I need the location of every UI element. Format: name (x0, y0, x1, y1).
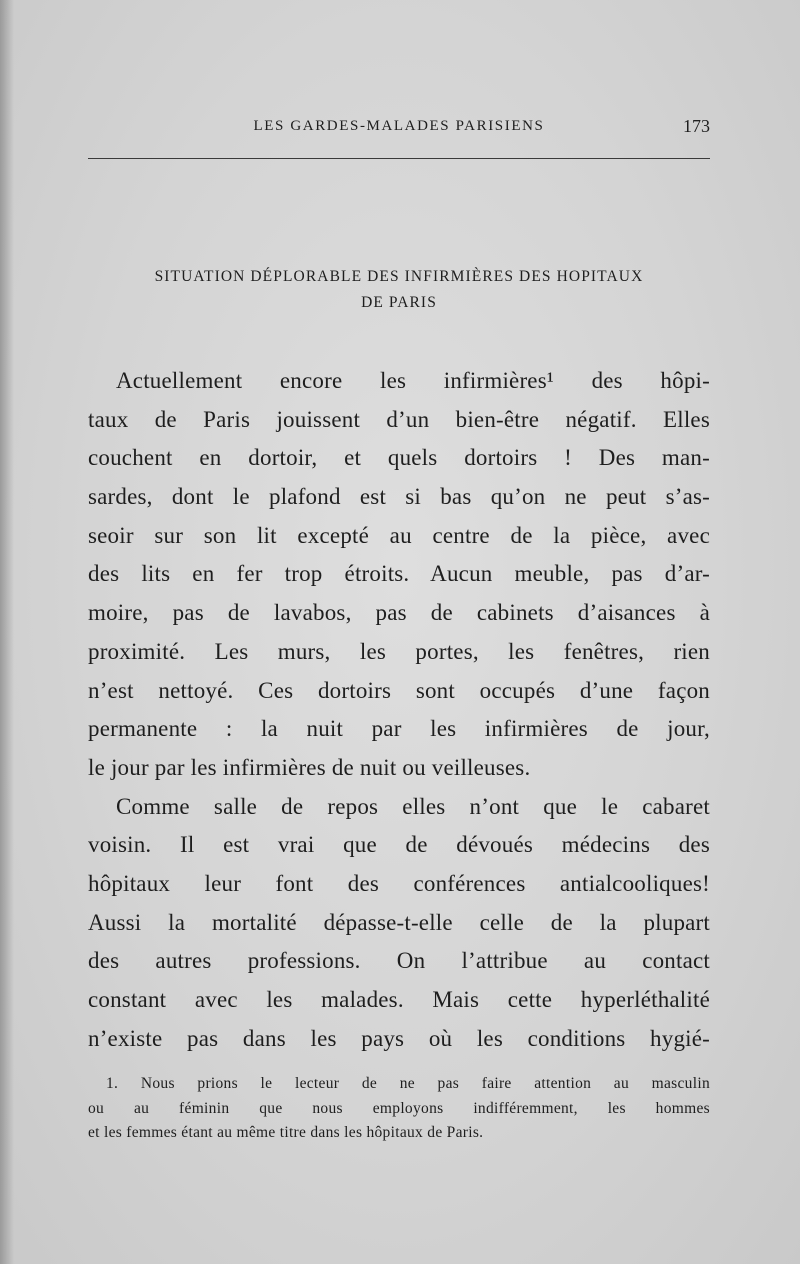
footnote-line: 1. Nous prions le lecteur de ne pas faire attention au masculin (106, 1075, 710, 1092)
paragraph-1-line: moire, pas de lavabos, pas de cabinets d’aisances à (88, 600, 710, 626)
paragraph-2-line: constant avec les malades. Mais cette hyperléthalité (88, 987, 710, 1012)
paragraph-1-line: Actuellement encore les infirmières¹ des hôpi- (116, 368, 710, 393)
paragraph-2-line: des autres professions. On l’attribue au contact (88, 948, 710, 974)
paragraph-1-line: des lits en fer trop étroits. Aucun meuble, pas d’ar- (88, 561, 710, 587)
section-heading (88, 264, 710, 316)
paragraph-1-line: sardes, dont le plafond est si bas qu’on ne peut s’as- (88, 484, 710, 510)
footnote-line: et les femmes étant au même titre dans les hôpitaux de Paris. (88, 1124, 484, 1141)
header-rule (88, 158, 710, 159)
paragraph-2-line: hôpitaux leur font des conférences antialcooliques! (88, 870, 710, 896)
body-text (88, 362, 710, 1058)
paragraph-1-line: le jour par les infirmières de nuit ou veilleuses. (88, 754, 531, 780)
page-header (88, 116, 710, 140)
paragraph-1-line: proximité. Les murs, les portes, les fenêtres, rien (88, 638, 710, 664)
paragraph-2-line: voisin. Il est vrai que de dévoués médecins des (88, 832, 710, 858)
paragraph-2-line: Comme salle de repos elles n’ont que le cabaret (116, 793, 710, 819)
footnote-line: ou au féminin que nous employons indifféremment, les hommes (88, 1099, 710, 1117)
section-heading-line-2: DE PARIS (361, 294, 437, 311)
section-heading-line-1: SITUATION DÉPLORABLE DES INFIRMIÈRES DES HOPITAUX (154, 268, 644, 285)
paragraph-1-line: taux de Paris jouissent d’un bien-être négatif. Elles (88, 406, 710, 432)
paragraph-1-line: seoir sur son lit excepté au centre de la pièce, avec (88, 522, 710, 548)
page-edge-shadow (0, 0, 14, 1264)
footnote (88, 1072, 710, 1146)
paragraph-2-line: Aussi la mortalité dépasse-t-elle celle de la plupart (88, 909, 710, 935)
paragraph-1-line: couchent en dortoir, et quels dortoirs ! Des man- (88, 445, 710, 471)
paragraph-1-line: permanente : la nuit par les infirmières de jour, (88, 716, 710, 742)
running-title: LES GARDES-MALADES PARISIENS (253, 118, 545, 134)
paragraph-1-line: n’est nettoyé. Ces dortoirs sont occupés d’une façon (88, 677, 710, 703)
page-number: 173 (683, 116, 710, 136)
paragraph-2-line: n’existe pas dans les pays où les conditions hygié- (88, 1025, 710, 1051)
